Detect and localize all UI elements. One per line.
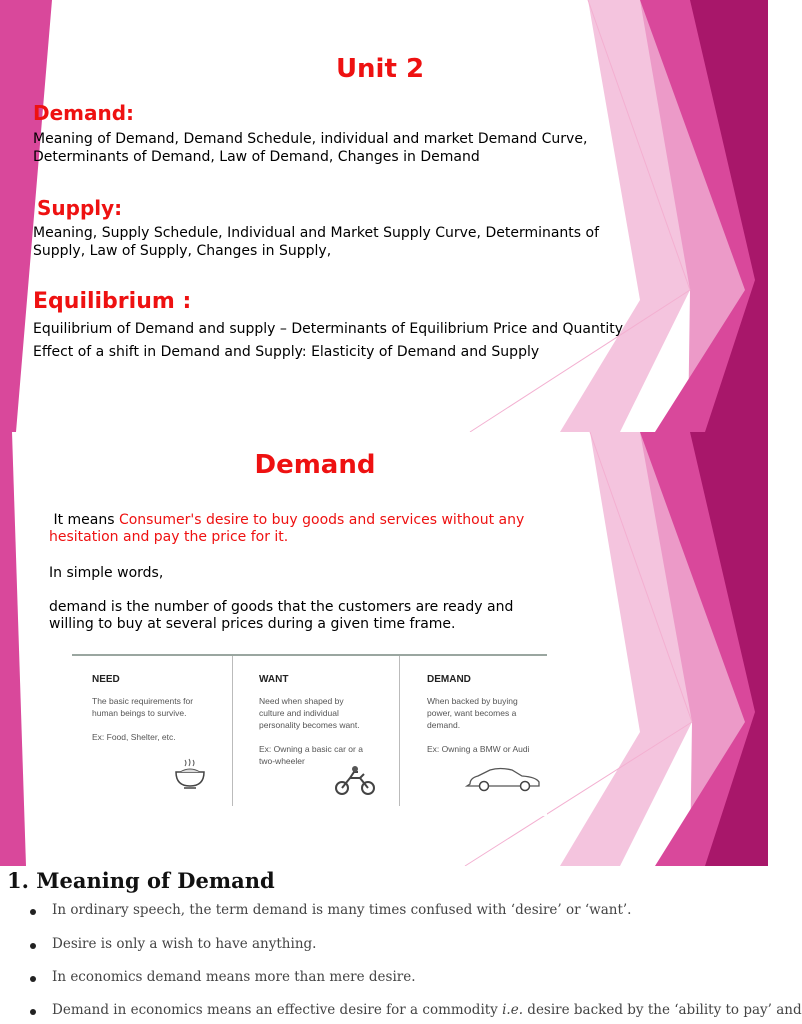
intro-line-1 bbox=[49, 511, 524, 529]
simple-words: In simple words, bbox=[49, 565, 164, 581]
need-example: Ex: Food, Shelter, etc. bbox=[92, 732, 176, 742]
demand-example: Ex: Owning a BMW or Audi bbox=[427, 744, 530, 754]
intro-red-text: Consumer's desire to buy goods and services without any bbox=[118, 512, 525, 528]
want-line: culture and individual bbox=[259, 708, 339, 718]
bullet-dot bbox=[30, 976, 36, 982]
bullet-4-text: Demand in economics means an effective desire for a commodity bbox=[52, 1002, 498, 1018]
equilibrium-line-2: Effect of a shift in Demand and Supply: Elasticity of Demand and Supply bbox=[33, 344, 540, 360]
demand-table-heading: DEMAND bbox=[427, 674, 471, 685]
bullet-4-rest: desire backed by the ‘ability to pay’ and bbox=[527, 1002, 802, 1018]
want-description bbox=[259, 695, 394, 731]
want-example-line: two-wheeler bbox=[259, 756, 305, 766]
section-title: 1. Meaning of Demand bbox=[7, 868, 275, 893]
column-divider bbox=[399, 656, 400, 806]
demand-description bbox=[427, 695, 542, 731]
demand-line-1: Meaning of Demand, Demand Schedule, individual and market Demand Curve, bbox=[33, 131, 588, 147]
need-line: human beings to survive. bbox=[92, 708, 187, 718]
demand-heading: Demand: bbox=[33, 101, 135, 125]
slide-title: Unit 2 bbox=[335, 54, 425, 84]
bullet-dot bbox=[30, 909, 36, 915]
motorcycle-icon bbox=[334, 764, 376, 796]
car-icon bbox=[467, 764, 543, 792]
bullet-1: In ordinary speech, the term demand is many times confused with ‘desire’ or ‘want’. bbox=[52, 902, 632, 918]
slide-unit-2 bbox=[0, 0, 768, 432]
column-divider bbox=[232, 656, 233, 806]
slide-meaning-of-demand bbox=[0, 866, 802, 1024]
need-heading: NEED bbox=[92, 674, 120, 685]
want-example-line: Ex: Owning a basic car or a bbox=[259, 744, 363, 754]
supply-heading: Supply: bbox=[37, 196, 123, 220]
definition-line-2: willing to buy at several prices during a given time frame. bbox=[49, 616, 456, 632]
bullet-2: Desire is only a wish to have anything. bbox=[52, 936, 317, 952]
supply-line-2: Supply, Law of Supply, Changes in Supply, bbox=[33, 243, 332, 259]
bullet-4-ie: i.e. bbox=[502, 1002, 523, 1018]
slide-title: Demand bbox=[254, 450, 376, 480]
want-line: Need when shaped by bbox=[259, 696, 344, 706]
demand-line-2: Determinants of Demand, Law of Demand, Changes in Demand bbox=[33, 149, 480, 165]
bullet-dot bbox=[30, 943, 36, 949]
need-description bbox=[92, 695, 227, 719]
rice-bowl-icon bbox=[172, 756, 208, 792]
demand-desc-line: power, want becomes a bbox=[427, 708, 517, 718]
intro-prefix: It means bbox=[49, 512, 119, 528]
need-want-demand-table bbox=[72, 654, 547, 816]
bullet-dot bbox=[30, 1009, 36, 1015]
slide-demand bbox=[0, 432, 768, 866]
demand-desc-line: When backed by buying bbox=[427, 696, 518, 706]
equilibrium-heading: Equilibrium : bbox=[33, 289, 192, 314]
supply-line-1: Meaning, Supply Schedule, Individual and Market Supply Curve, Determinants of bbox=[33, 225, 600, 241]
definition-line-1: demand is the number of goods that the customers are ready and bbox=[49, 599, 514, 615]
bullet-4 bbox=[52, 1002, 802, 1018]
want-heading: WANT bbox=[259, 674, 289, 685]
intro-line-2: hesitation and pay the price for it. bbox=[49, 529, 289, 545]
want-line: personality becomes want. bbox=[259, 720, 360, 730]
equilibrium-line-1: Equilibrium of Demand and supply – Determinants of Equilibrium Price and Quantity bbox=[33, 321, 624, 337]
bullet-3: In economics demand means more than mere desire. bbox=[52, 969, 416, 985]
need-line: The basic requirements for bbox=[92, 696, 194, 706]
demand-desc-line: demand. bbox=[427, 720, 461, 730]
